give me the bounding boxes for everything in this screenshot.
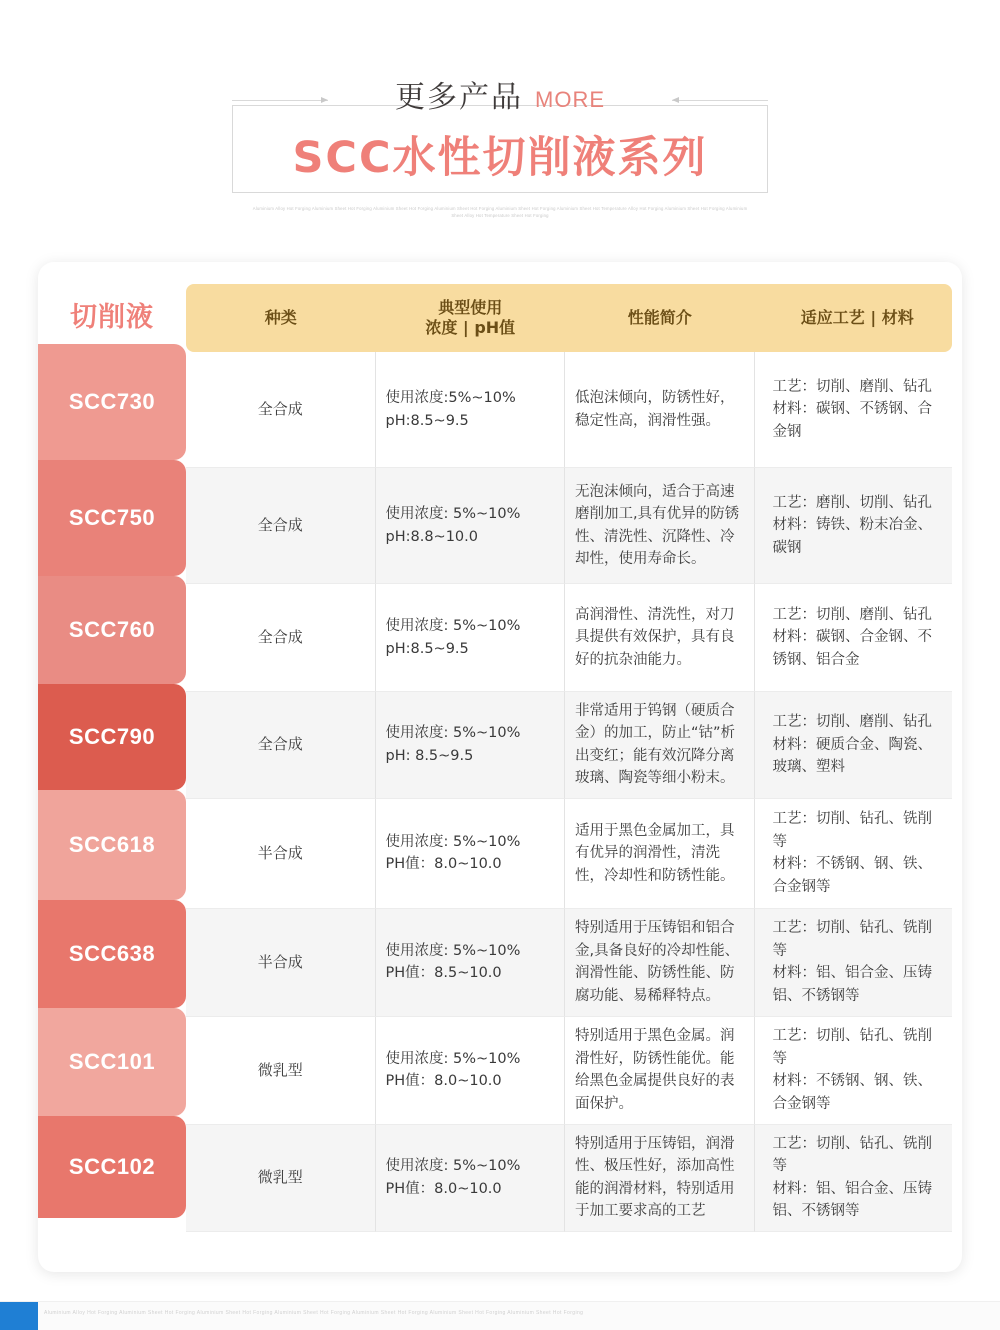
product-pill-label: SCC750 — [68, 505, 156, 530]
table-row — [186, 1125, 952, 1232]
process-line-2: 材料：碳钢、不锈钢、合金钢 — [772, 401, 932, 440]
cell-separator — [755, 352, 763, 468]
footer-microtext: Aluminium Alloy Hot Forging Aluminium Sheet Hot Forging Aluminium Sheet Hot Forging Aluminium Sheet Hot Forging Aluminium Sheet Hot Forging Aluminium Sheet Hot Forging Aluminium Sheet Hot Forging — [44, 1310, 584, 1316]
product-pill-label: SCC101 — [68, 1049, 156, 1074]
product-pill[interactable] — [38, 684, 186, 790]
cell-process — [763, 909, 953, 1017]
cell-performance: 特别适用于压铸铝和铝合金,具备良好的冷却性能、润滑性能、防锈性能、防腐功能、易稀释特点。 — [565, 909, 755, 1017]
cell-process — [763, 1017, 953, 1125]
cell-process — [763, 799, 953, 909]
process-line-2: 材料：铝、铝合金、压铸铝、不锈钢等 — [772, 1180, 932, 1220]
section-subtitle-en: MORE — [535, 87, 605, 112]
cell-performance: 适用于黑色金属加工，具有优异的润滑性，清洗性，冷却性和防锈性能。 — [565, 799, 755, 909]
cell-process — [763, 1125, 953, 1232]
cell-separator — [755, 1017, 763, 1125]
product-pill-label: SCC102 — [68, 1154, 156, 1179]
process-line-1: 工艺：切削、磨削、钻孔 — [772, 606, 932, 623]
process-line-1: 工艺：切削、钻孔、铣削等 — [772, 1135, 932, 1175]
table-row — [186, 799, 952, 909]
product-pill[interactable] — [38, 344, 186, 460]
process-line-2: 材料：铸铁、粉末冶金、碳钢 — [772, 517, 932, 556]
header-microtext: Aluminium Alloy Hot Forging Aluminium Sheet Hot Forging Aluminium Sheet Hot Forging Aluminium Sheet Hot Forging Aluminium Sheet Hot Forging Aluminium Sheet Hot Temperature Alloy Hot Forging Aluminium Sheet Hot Forging Aluminium Sheet Alloy Hot Temperature Sheet Hot Forging — [252, 206, 748, 218]
product-pill-label: SCC730 — [68, 389, 156, 414]
cell-process — [763, 352, 953, 468]
concentration-line-1: 使用浓度: 5%~10% — [385, 942, 521, 959]
concentration-line-1: 使用浓度: 5%~10% — [385, 725, 521, 742]
process-line-1: 工艺：磨削、切削、钻孔 — [772, 494, 932, 511]
section-subtitle — [0, 72, 1000, 116]
cell-concentration — [376, 1125, 566, 1232]
cell-separator — [755, 584, 763, 692]
table-row — [186, 584, 952, 692]
page-title: SCC水性切削液系列 — [292, 133, 708, 183]
product-pill[interactable] — [38, 790, 186, 900]
cell-performance: 高润滑性、清洗性，对刀具提供有效保护，具有良好的抗杂油能力。 — [565, 584, 755, 692]
process-line-2: 材料：不锈钢、钢、铁、合金钢等 — [772, 1073, 932, 1112]
concentration-line-2: pH:8.5~9.5 — [385, 412, 469, 429]
product-label-column — [38, 284, 186, 1218]
table-header-row — [186, 284, 952, 352]
cell-kind: 微乳型 — [186, 1017, 376, 1125]
concentration-line-2: PH值：8.0~10.0 — [385, 1073, 502, 1090]
cell-concentration — [376, 799, 566, 909]
concentration-line-1: 使用浓度: 5%~10% — [385, 1050, 521, 1067]
cell-concentration — [376, 352, 566, 468]
section-subtitle-cn: 更多产品 — [395, 80, 523, 115]
cell-concentration — [376, 909, 566, 1017]
product-pill[interactable] — [38, 460, 186, 576]
concentration-line-2: pH: 8.5~9.5 — [385, 747, 474, 764]
process-line-1: 工艺：切削、钻孔、铣削等 — [772, 811, 932, 850]
col-header-process: 适应工艺 | 材料 — [763, 284, 953, 352]
page-footer — [0, 1301, 1000, 1330]
concentration-line-1: 使用浓度: 5%~10% — [385, 506, 521, 523]
process-line-2: 材料：铝、铝合金、压铸铝、不锈钢等 — [772, 965, 932, 1004]
product-pill[interactable] — [38, 1116, 186, 1218]
col-header-conc-line2: 浓度 | pH值 — [425, 318, 516, 337]
process-line-1: 工艺：切削、钻孔、铣削等 — [772, 920, 932, 959]
page-header — [0, 0, 1000, 250]
product-pill-label: SCC638 — [68, 941, 156, 966]
cell-performance: 特别适用于黑色金属。润滑性好，防锈性能优。能给黑色金属提供良好的表面保护。 — [565, 1017, 755, 1125]
concentration-line-2: pH:8.5~9.5 — [385, 640, 469, 657]
product-pill-label: SCC760 — [68, 617, 156, 642]
cell-concentration — [376, 468, 566, 584]
product-pill-label: SCC618 — [68, 832, 156, 857]
cell-kind: 半合成 — [186, 909, 376, 1017]
cell-separator — [755, 692, 763, 799]
cell-process — [763, 584, 953, 692]
cell-separator — [755, 1125, 763, 1232]
col-header-concentration — [376, 284, 566, 352]
cell-kind: 全合成 — [186, 468, 376, 584]
concentration-line-2: pH:8.8~10.0 — [385, 528, 478, 545]
concentration-line-2: PH值：8.0~10.0 — [385, 1180, 502, 1197]
table-row — [186, 692, 952, 799]
cell-kind: 全合成 — [186, 584, 376, 692]
cell-separator — [755, 909, 763, 1017]
cell-separator — [755, 468, 763, 584]
cell-performance: 低泡沫倾向，防锈性好，稳定性高，润滑性强。 — [565, 352, 755, 468]
process-line-2: 材料：碳钢、合金钢、不锈钢、铝合金 — [772, 629, 932, 668]
product-table — [186, 284, 952, 1232]
concentration-line-2: PH值：8.5~10.0 — [385, 965, 502, 982]
cell-performance: 特别适用于压铸铝，润滑性、极压性好，添加高性能的润滑材料，特别适用于加工要求高的工艺 — [565, 1125, 755, 1232]
cell-concentration — [376, 692, 566, 799]
process-line-1: 工艺：切削、磨削、钻孔 — [772, 378, 932, 395]
cell-performance: 无泡沫倾向，适合于高速磨削加工,具有优异的防锈性、清洗性、沉降性、冷却性，使用寿命长。 — [565, 468, 755, 584]
cell-concentration — [376, 584, 566, 692]
concentration-line-2: PH值：8.0~10.0 — [385, 856, 502, 873]
concentration-line-1: 使用浓度: 5%~10% — [385, 833, 521, 850]
table-row — [186, 1017, 952, 1125]
cell-process — [763, 468, 953, 584]
cell-kind: 全合成 — [186, 352, 376, 468]
concentration-line-1: 使用浓度:5%~10% — [385, 390, 516, 407]
col-header-kind: 种类 — [186, 284, 376, 352]
product-pill[interactable] — [38, 900, 186, 1008]
cell-separator — [755, 799, 763, 909]
process-line-1: 工艺：切削、钻孔、铣削等 — [772, 1028, 932, 1067]
concentration-line-1: 使用浓度: 5%~10% — [385, 618, 521, 635]
concentration-line-1: 使用浓度: 5%~10% — [385, 1158, 521, 1175]
cell-performance: 非常适用于钨钢（硬质合金）的加工，防止“钴”析出变红；能有效沉降分离玻璃、陶瓷等细小粉末。 — [565, 692, 755, 799]
cell-kind: 全合成 — [186, 692, 376, 799]
col-header-separator — [755, 284, 763, 352]
col-header-performance: 性能简介 — [565, 284, 755, 352]
table-corner-label: 切削液 — [70, 301, 154, 333]
process-line-1: 工艺：切削、磨削、钻孔 — [772, 714, 932, 731]
product-pill[interactable] — [38, 576, 186, 684]
cell-kind: 半合成 — [186, 799, 376, 909]
table-row — [186, 909, 952, 1017]
footer-color-mark — [0, 1302, 38, 1330]
cell-concentration — [376, 1017, 566, 1125]
col-header-conc-line1: 典型使用 — [438, 298, 503, 317]
process-line-2: 材料：硬质合金、陶瓷、玻璃、塑料 — [772, 736, 932, 776]
table-row — [186, 468, 952, 584]
cell-kind: 微乳型 — [186, 1125, 376, 1232]
product-pill-label: SCC790 — [68, 724, 156, 749]
table-row — [186, 352, 952, 468]
cell-process — [763, 692, 953, 799]
process-line-2: 材料：不锈钢、钢、铁、合金钢等 — [772, 856, 932, 895]
product-pill[interactable] — [38, 1008, 186, 1116]
table-body — [186, 352, 952, 1232]
